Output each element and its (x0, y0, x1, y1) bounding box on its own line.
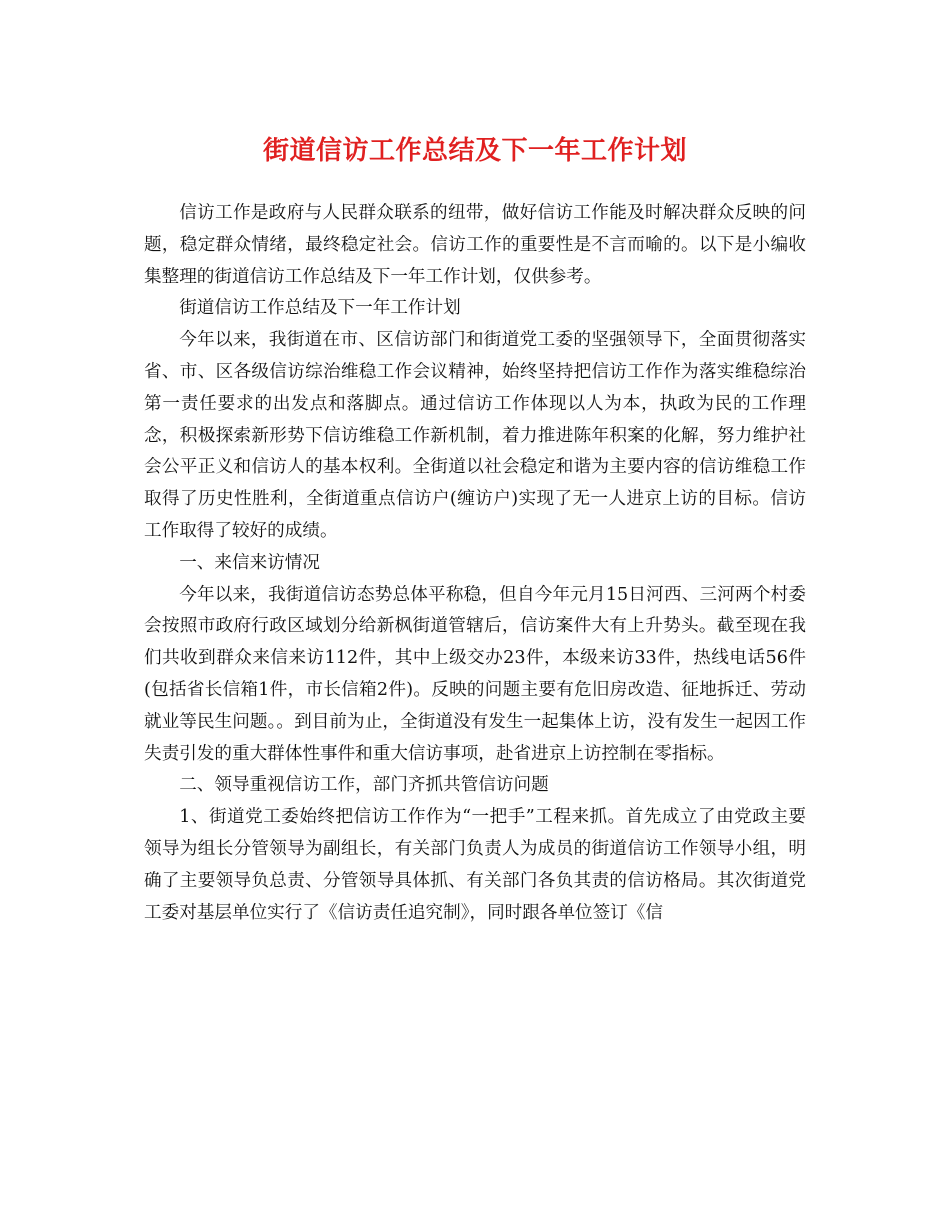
overview-paragraph: 今年以来，我街道在市、区信访部门和街道党工委的坚强领导下，全面贯彻落实省、市、区各级信访综治维稳工作会议精神，始终坚持把信访工作作为落实维稳综治第一责任要求的出发点和落脚点。通过信访工作体现以人为本，执政为民的工作理念，积极探索新形势下信访维稳工作新机制，着力推进陈年积案的化解，努力维护社会公平正义和信访人的基本权利。全街道以社会稳定和谐为主要内容的信访维稳工作取得了历史性胜利，全街道重点信访户(缠访户)实现了无一人进京上访的目标。信访工作取得了较好的成绩。 (144, 330, 806, 541)
subtitle-paragraph: 街道信访工作总结及下一年工作计划 (179, 298, 461, 319)
document-body (144, 198, 806, 929)
section-heading-2: 二、领导重视信访工作，部门齐抓共管信访问题 (179, 775, 549, 796)
intro-paragraph: 信访工作是政府与人民群众联系的纽带，做好信访工作能及时解决群众反映的问题，稳定群众情绪，最终稳定社会。信访工作的重要性是不言而喻的。以下是小编收集整理的街道信访工作总结及下一年工作计划，仅供参考。 (144, 203, 806, 287)
document-title: 街道信访工作总结及下一年工作计划 (262, 136, 687, 166)
leadership-paragraph: 1、街道党工委始终把信访工作作为“一把手”工程来抓。首先成立了由党政主要领导为组长分管领导为副组长，有关部门负责人为成员的街道信访工作领导小组，明确了主要领导负总责、分管领导具体抓、有关部门各负其责的信访格局。其次街道党工委对基层单位实行了《信访责任追究制》，同时跟各单位签订《信 (144, 807, 806, 923)
visits-paragraph: 今年以来，我街道信访态势总体平称稳，但自今年元月15日河西、三河两个村委会按照市政府行政区域划分给新枫街道管辖后，信访案件大有上升势头。截至现在我们共收到群众来信来访112件，其中上级交办23件，本级来访33件，热线电话56件(包括省长信箱1件，市长信箱2件)。反映的问题主要有危旧房改造、征地拆迁、劳动就业等民生问题。。到目前为止，全街道没有发生一起集体上访，没有发生一起因工作失责引发的重大群体性事件和重大信访事项，赴省进京上访控制在零指标。 (144, 584, 806, 764)
section-heading-1: 一、来信来访情况 (179, 552, 320, 573)
